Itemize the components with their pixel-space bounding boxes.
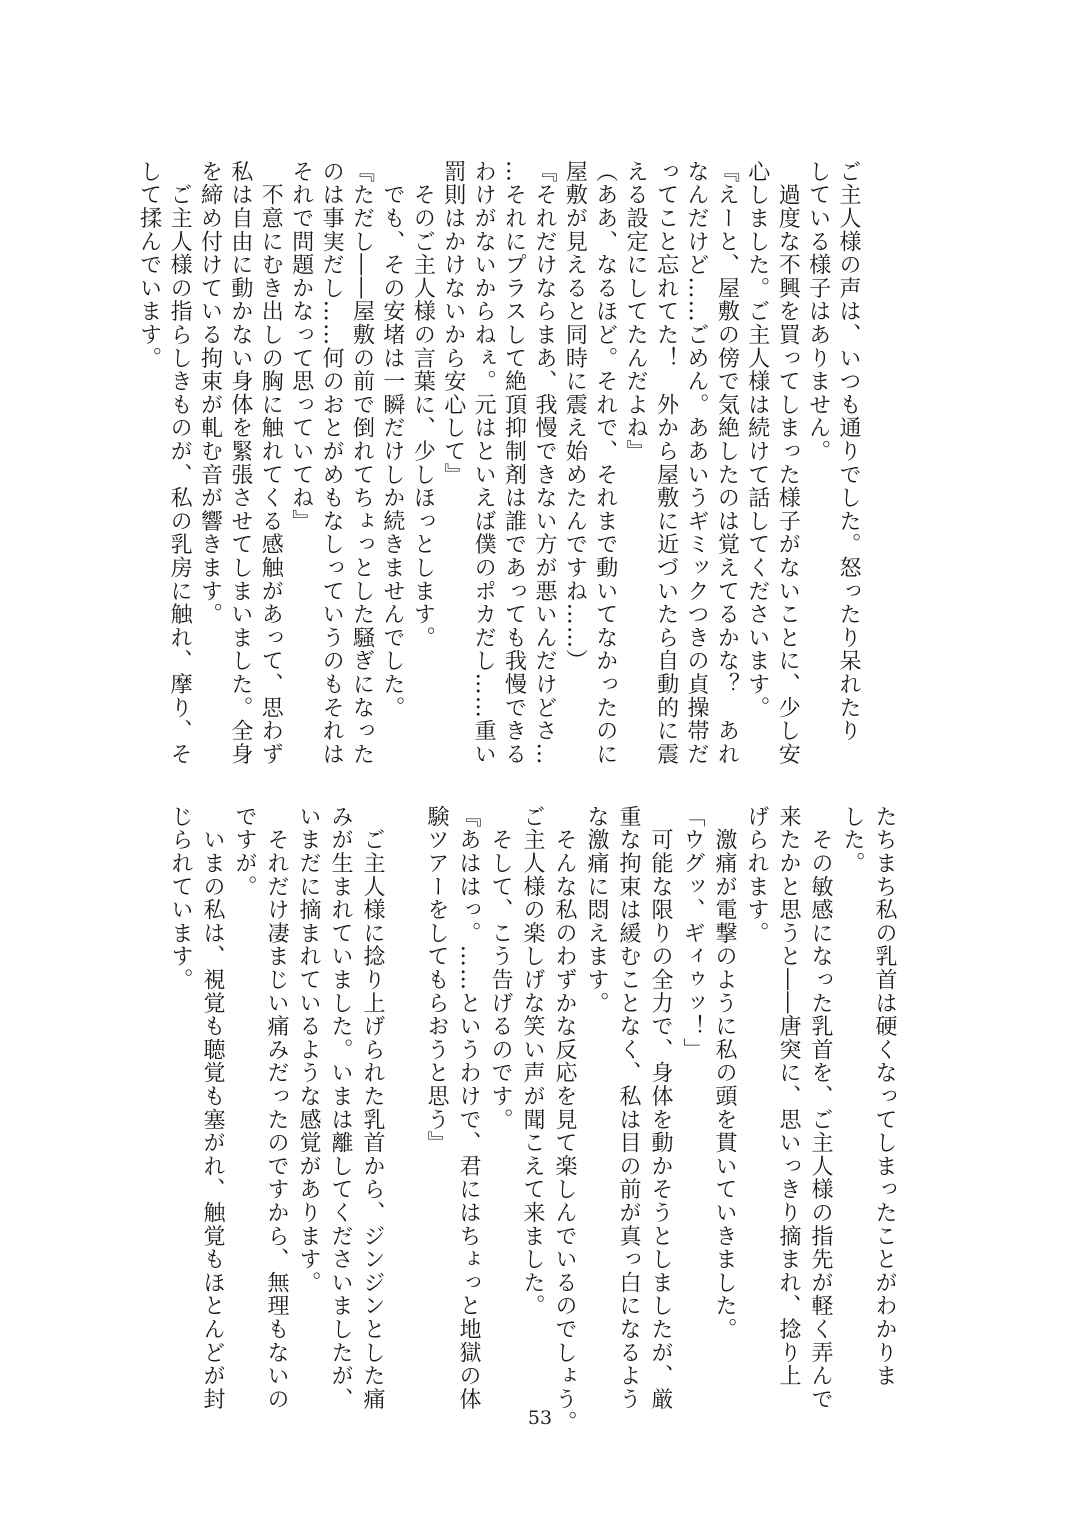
text-line: そんな私のわずかな反応を見て楽しんでいるのでしょう。 [552, 805, 577, 1435]
text-line: 重な拘束は緩むことなく、私は目の前が真っ白になるよう [616, 805, 641, 1411]
text-line: そのご主人様の言葉に、少しほっとします。 [410, 160, 436, 650]
text-line: みが生まれていました。いまは離してくださいましたが、 [328, 805, 353, 1411]
text-line: 不意にむき出しの胸に触れてくる感触があって、思わず [258, 160, 284, 766]
text-line: している様子はありません。 [805, 160, 831, 463]
text-line: 『えーと、屋敷の傍で気絶したのは覚えてるかな？ あれ [714, 160, 740, 766]
text-line: を締め付けている拘束が軋む音が響きます。 [197, 160, 223, 626]
text-line: 験ツアーをしてもらおうと思う』 [424, 805, 449, 1155]
text-line: わけがないからねぇ。元はといえば僕のポカだし……重い [471, 160, 497, 766]
text-line: 罰則はかけないから安心して』 [440, 160, 466, 487]
text-line: （ああ、なるほど。それで、それまで動いてなかったのに [592, 160, 618, 766]
text-line: じられています。 [168, 805, 193, 992]
text-line: 『それだけならまあ、我慢できない方が悪いんだけどさ… [531, 160, 557, 766]
text-line: ご主人様の指らしきものが、私の乳房に触れ、摩り、そ [167, 160, 193, 766]
text-line: ってこと忘れてた！ 外から屋敷に近づいたら自動的に震 [653, 160, 679, 766]
text-line: ご主人様の声は、いつも通りでした。怒ったり呆れたり [836, 160, 861, 743]
text-line: いまの私は、視覚も聴覚も塞がれ、触覚もほとんどが封 [200, 805, 225, 1411]
text-line: げられます。 [744, 805, 769, 945]
text-line: 過度な不興を買ってしまった様子がないことに、少し安 [775, 160, 801, 766]
text-line: 『ただし――屋敷の前で倒れてちょっとした騒ぎになった [349, 160, 375, 766]
text-line: ご主人様に捻り上げられた乳首から、ジンジンとした痛 [360, 805, 385, 1411]
text-line: 『あははっ。……というわけで、君にはちょっと地獄の体 [456, 805, 481, 1411]
text-line: でも、その安堵は一瞬だけしか続きませんでした。 [379, 160, 405, 720]
text-line: 「ウグッ、ギィゥッ！」 [680, 805, 705, 1062]
text-line: …それにプラスして絶頂抑制剤は誰であっても我慢できる [501, 160, 527, 766]
text-line: ですが。 [232, 805, 257, 899]
text-line: なんだけど……ごめん。ああいうギミックつきの貞操帯だ [683, 160, 709, 766]
text-line: 激痛が電撃のように私の頭を貫いていきました。 [712, 805, 737, 1341]
text-block-top [133, 160, 863, 766]
text-line: 私は自由に動かない身体を緊張させてしまいました。全身 [227, 160, 253, 766]
text-line: な激痛に悶えます。 [584, 805, 609, 1015]
text-line: いまだに摘まれているような感覚があります。 [296, 805, 321, 1295]
text-line: それだけ凄まじい痛みだったのですから、無理もないの [264, 805, 289, 1411]
text-line: 屋敷が見えると同時に震え始めたんですね……） [562, 160, 588, 673]
text-line: そして、こう告げるのです。 [488, 805, 513, 1132]
text-line: 心しました。ご主人様は続けて話してくださいます。 [744, 160, 770, 720]
text-line [388, 805, 420, 1385]
text-line: それで問題かなって思っていてね』 [288, 160, 314, 533]
text-line: その敏感になった乳首を、ご主人様の指先が軽く弄んで [808, 805, 833, 1411]
text-line: のは事実だし……何のおとがめもなしっていうのもそれは [319, 160, 345, 766]
text-line: して揉んでいます。 [136, 160, 162, 370]
text-line: える設定にしてたんだよね』 [623, 160, 649, 463]
text-line: 可能な限りの全力で、身体を動かそうとしましたが、厳 [648, 805, 673, 1411]
page-number: 53 [527, 1407, 553, 1429]
text-line: たちまち私の乳首は硬くなってしまったことがわかりま [872, 805, 897, 1388]
text-line: 来たかと思うと――唐突に、思いっきり摘まれ、捻り上 [776, 805, 801, 1388]
text-line: ご主人様の楽しげな笑い声が聞こえて来ました。 [520, 805, 545, 1318]
text-line: した。 [840, 805, 865, 875]
